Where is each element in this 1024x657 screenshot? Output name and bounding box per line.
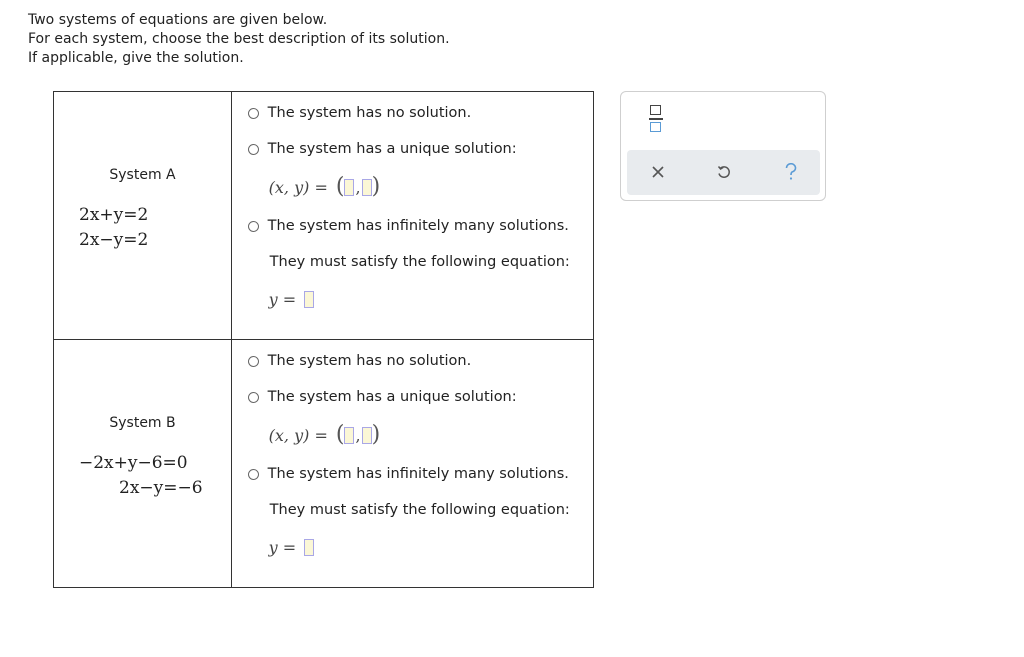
comma: , [355,177,361,197]
option-label: The system has a unique solution: [267,389,517,405]
system-b-y-equation-input[interactable] [304,539,314,556]
instruction-line-1: Two systems of equations are given below. [28,12,328,28]
system-a-option-infinite[interactable] [248,218,569,234]
system-b-cell [54,340,232,588]
systems-table [53,91,594,588]
radio-button[interactable] [248,392,259,403]
system-b-option-no-solution[interactable] [248,353,472,369]
xy-label: (x, y) = [268,425,328,445]
system-b-y-input[interactable] [362,427,372,444]
system-a-y-equation-input[interactable] [304,291,314,308]
right-paren: ) [371,174,381,199]
y-label: y = [268,290,297,309]
radio-button[interactable] [248,221,259,232]
system-a-must-satisfy: They must satisfy the following equation: [269,254,570,270]
radio-button[interactable] [248,469,259,480]
option-label: The system has no solution. [267,105,472,121]
system-b-must-satisfy: They must satisfy the following equation: [269,502,570,518]
option-label: The system has a unique solution: [267,141,517,157]
system-a-option-no-solution[interactable] [248,105,472,121]
undo-icon[interactable] [712,160,736,184]
system-a-cell [54,92,232,340]
math-tool-panel [620,91,826,201]
instruction-line-2: For each system, choose the best description of its solution. [28,31,450,47]
xy-label: (x, y) = [268,177,328,197]
system-a-y-equation [269,290,315,309]
system-a-options [231,92,593,340]
system-b-equation-1: −2x+y−6=0 [79,453,188,473]
fraction-icon[interactable] [649,105,663,133]
instructions [28,11,450,68]
y-label: y = [268,538,297,557]
right-paren: ) [371,422,381,447]
radio-button[interactable] [248,356,259,367]
system-b-x-input[interactable] [344,427,354,444]
radio-button[interactable] [248,108,259,119]
system-b-xy-answer [269,424,381,446]
instruction-line-3: If applicable, give the solution. [28,50,244,66]
system-a-row [54,92,594,340]
system-a-option-unique[interactable] [248,141,517,157]
radio-button[interactable] [248,144,259,155]
system-a-equation-2: 2x−y=2 [79,230,149,250]
system-b-name: System B [109,415,176,431]
system-a-x-input[interactable] [344,179,354,196]
action-bar [627,150,820,195]
close-icon[interactable] [646,160,670,184]
left-paren: ( [335,174,345,199]
system-a-equation-1: 2x+y=2 [79,205,149,225]
system-a-name: System A [109,167,176,183]
option-label: The system has no solution. [267,353,472,369]
help-icon[interactable] [779,160,803,184]
system-b-equation-2: 2x−y=−6 [119,478,203,498]
system-a-xy-answer [269,176,381,198]
system-b-option-unique[interactable] [248,389,517,405]
system-a-y-input[interactable] [362,179,372,196]
system-b-option-infinite[interactable] [248,466,569,482]
system-b-options [231,340,593,588]
option-label: The system has infinitely many solutions. [267,466,569,482]
system-b-y-equation [269,538,315,557]
option-label: The system has infinitely many solutions. [267,218,569,234]
left-paren: ( [335,422,345,447]
system-b-row [54,340,594,588]
comma: , [355,425,361,445]
